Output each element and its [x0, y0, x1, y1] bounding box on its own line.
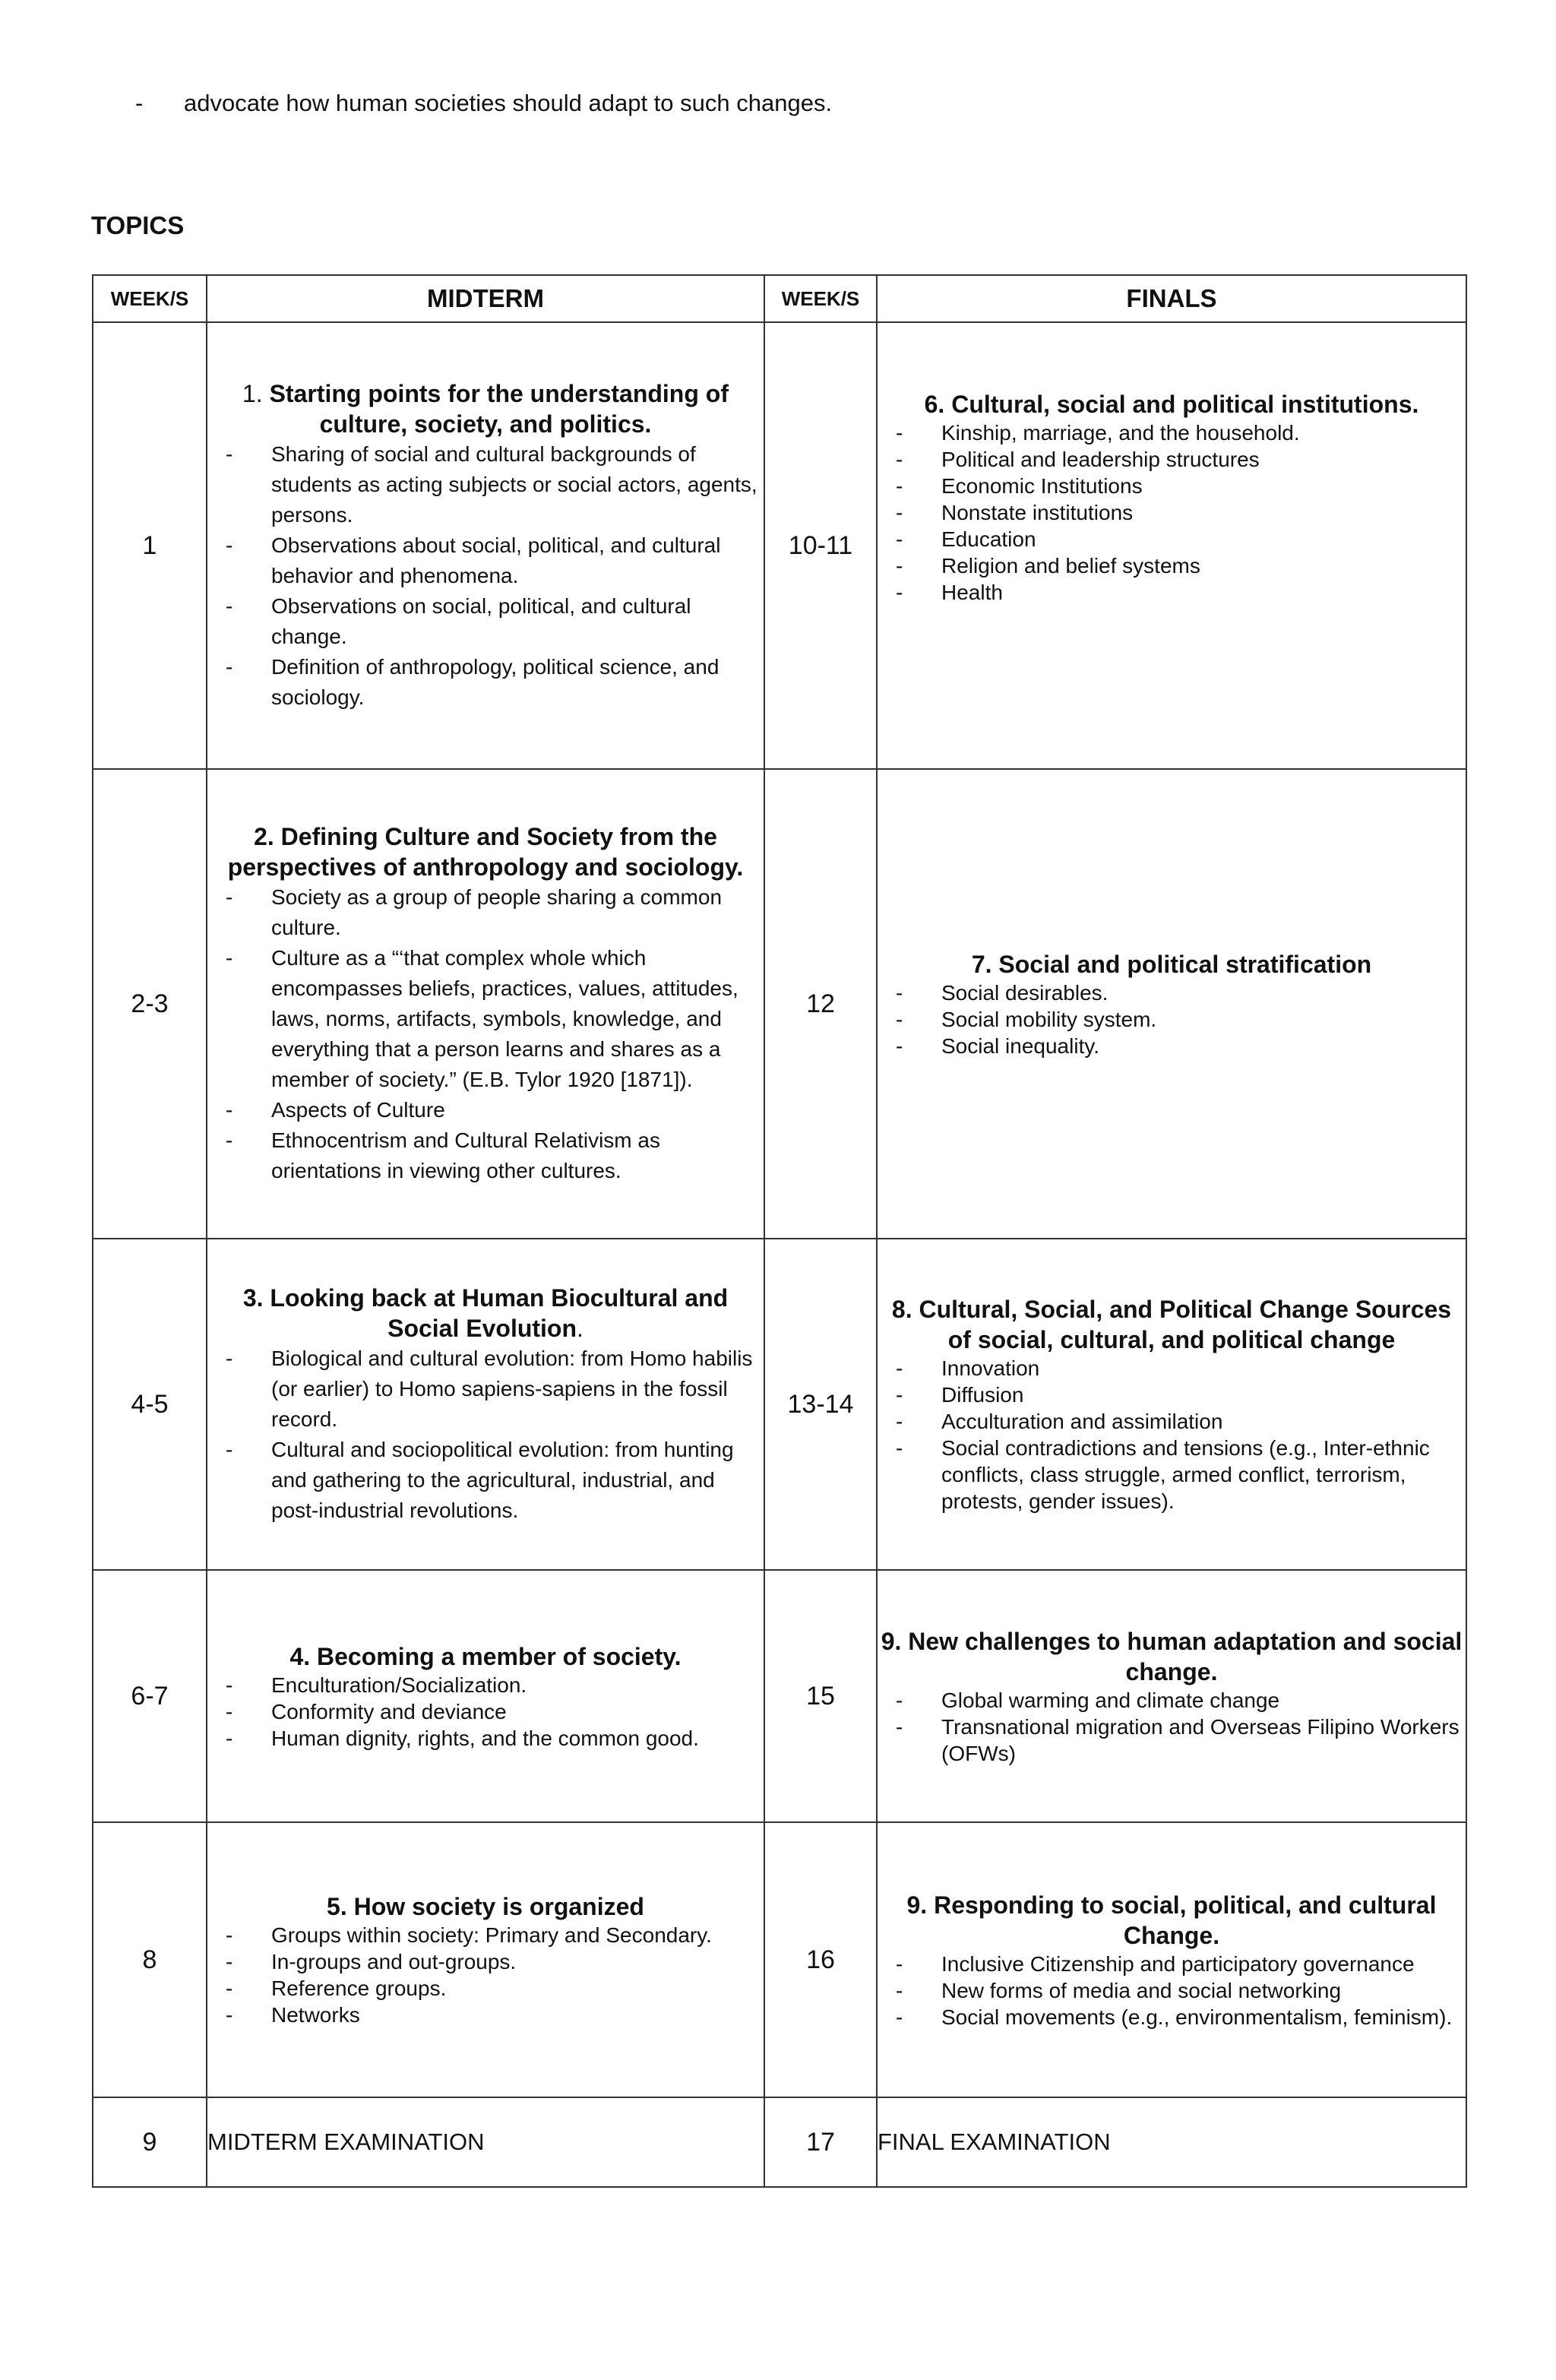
topic-list: [207, 882, 764, 1186]
topic-list: [878, 980, 1466, 1059]
header-midterm: MIDTERM: [207, 275, 764, 322]
header-week-left: WEEK/S: [93, 275, 207, 322]
list-item: - Groups within society: Primary and Secondary.: [207, 1922, 764, 1948]
midterm-topic-cell: [207, 769, 764, 1239]
table-row: [93, 322, 1466, 769]
midterm-topic-cell: [207, 322, 764, 769]
list-item: - Transnational migration and Overseas Filipino Workers (OFWs): [878, 1714, 1466, 1767]
section-heading: TOPICS: [91, 211, 185, 239]
topic-title: 2. Defining Culture and Society from the perspectives of anthropology and sociology.: [227, 823, 744, 881]
week-cell: 12: [764, 769, 877, 1239]
topic-title-text: Starting points for the understanding of culture, society, and politics.: [269, 380, 729, 438]
list-item: - Culture as a “‘that complex whole which encompasses beliefs, practices, values, attitudes, laws, norms, artifacts, symbols, knowledge, and everything that a person learns and shares as a member of society.” (E.B. Tylor 1920 [1871]).: [207, 943, 764, 1095]
list-item: - Inclusive Citizenship and participatory governance: [878, 1951, 1466, 1977]
topic-title: [207, 378, 764, 439]
table-row: [93, 1822, 1466, 2097]
topic-list: [878, 1951, 1466, 2030]
header-row: [93, 275, 1466, 322]
topic-title: 4. Becoming a member of society.: [289, 1642, 682, 1670]
topic-number: 1.: [242, 380, 270, 407]
list-item: - Enculturation/Socialization.: [207, 1672, 764, 1698]
topic-list: [207, 1672, 764, 1752]
list-item: - Sharing of social and cultural backgrounds of students as acting subjects or social actors, agents, persons.: [207, 439, 764, 530]
week-cell: 8: [93, 1822, 207, 2097]
list-item: - Education: [878, 526, 1466, 552]
week-cell: 6-7: [93, 1570, 207, 1822]
list-item: - Global warming and climate change: [878, 1687, 1466, 1714]
finals-topic-cell: [877, 1570, 1466, 1822]
list-item: - Ethnocentrism and Cultural Relativism as orientations in viewing other cultures.: [207, 1125, 764, 1186]
midterm-topic-cell: [207, 1239, 764, 1570]
list-item: - Reference groups.: [207, 1975, 764, 2002]
list-item: - Health: [878, 579, 1466, 606]
topic-title: 5. How society is organized: [327, 1893, 644, 1920]
list-item: - Social inequality.: [878, 1033, 1466, 1059]
table-row: [93, 1239, 1466, 1570]
list-item: - Social desirables.: [878, 980, 1466, 1006]
topic-title: 9. New challenges to human adaptation and social change.: [881, 1627, 1463, 1685]
topic-list: [878, 1687, 1466, 1767]
list-item: - Conformity and deviance: [207, 1698, 764, 1725]
topic-title-text: 3. Looking back at Human Biocultural and Social Evolution: [242, 1284, 729, 1342]
list-item: - Observations about social, political, and cultural behavior and phenomena.: [207, 530, 764, 591]
midterm-topic-cell: [207, 1570, 764, 1822]
final-exam-cell: FINAL EXAMINATION: [877, 2097, 1466, 2187]
week-cell: 17: [764, 2097, 877, 2187]
exam-row: [93, 2097, 1466, 2187]
list-item: - Political and leadership structures: [878, 446, 1466, 473]
finals-topic-cell: [877, 769, 1466, 1239]
week-cell: 9: [93, 2097, 207, 2187]
list-item: - Nonstate institutions: [878, 499, 1466, 526]
week-cell: 4-5: [93, 1239, 207, 1570]
table-row: [93, 1570, 1466, 1822]
bullet-dash: -: [135, 90, 144, 116]
table-row: [93, 769, 1466, 1239]
topic-list: [207, 1922, 764, 2028]
week-cell: 16: [764, 1822, 877, 2097]
list-item: - Religion and belief systems: [878, 552, 1466, 579]
list-item: - Cultural and sociopolitical evolution: from hunting and gathering to the agricultural, industrial, and post-industrial revolutions.: [207, 1435, 764, 1526]
list-item: - Observations on social, political, and cultural change.: [207, 591, 764, 652]
topic-list: [207, 439, 764, 713]
header-finals: FINALS: [877, 275, 1466, 322]
list-item: - Economic Institutions: [878, 473, 1466, 499]
topic-title: 6. Cultural, social and political institutions.: [924, 390, 1419, 418]
list-item: - Human dignity, rights, and the common good.: [207, 1725, 764, 1752]
finals-topic-cell: [877, 1239, 1466, 1570]
list-item: - Networks: [207, 2002, 764, 2028]
list-item: - In-groups and out-groups.: [207, 1948, 764, 1975]
topic-title-suffix: .: [577, 1315, 584, 1342]
list-item: - Acculturation and assimilation: [878, 1408, 1466, 1435]
topic-list: [207, 1343, 764, 1526]
list-item: - Innovation: [878, 1355, 1466, 1381]
list-item: - New forms of media and social networking: [878, 1977, 1466, 2004]
topics-table: [92, 274, 1467, 2188]
topic-title: 9. Responding to social, political, and cultural Change.: [906, 1891, 1437, 1949]
midterm-topic-cell: [207, 1822, 764, 2097]
finals-topic-cell: [877, 1822, 1466, 2097]
week-cell: 13-14: [764, 1239, 877, 1570]
list-item: - Diffusion: [878, 1381, 1466, 1408]
list-item: - Society as a group of people sharing a common culture.: [207, 882, 764, 943]
midterm-exam-cell: MIDTERM EXAMINATION: [207, 2097, 764, 2187]
finals-topic-cell: [877, 322, 1466, 769]
week-cell: 15: [764, 1570, 877, 1822]
intro-bullet-text: advocate how human societies should adapt to such changes.: [184, 90, 833, 116]
header-week-right: WEEK/S: [764, 275, 877, 322]
list-item: - Aspects of Culture: [207, 1095, 764, 1125]
list-item: - Social contradictions and tensions (e.g., Inter-ethnic conflicts, class struggle, armed conflict, terrorism, protests, gender issues).: [878, 1435, 1466, 1514]
list-item: - Social mobility system.: [878, 1006, 1466, 1033]
list-item: - Biological and cultural evolution: from Homo habilis (or earlier) to Homo sapiens-sapiens in the fossil record.: [207, 1343, 764, 1435]
topic-title: 8. Cultural, Social, and Political Change Sources of social, cultural, and political change: [891, 1296, 1452, 1353]
topic-list: [878, 1355, 1466, 1514]
list-item: - Kinship, marriage, and the household.: [878, 419, 1466, 446]
topic-title: 7. Social and political stratification: [971, 950, 1372, 978]
topic-title: [207, 1283, 764, 1343]
week-cell: 1: [93, 322, 207, 769]
week-cell: 10-11: [764, 322, 877, 769]
list-item: - Definition of anthropology, political science, and sociology.: [207, 652, 764, 713]
list-item: - Social movements (e.g., environmentalism, feminism).: [878, 2004, 1466, 2030]
week-cell: 2-3: [93, 769, 207, 1239]
topic-list: [878, 419, 1466, 606]
